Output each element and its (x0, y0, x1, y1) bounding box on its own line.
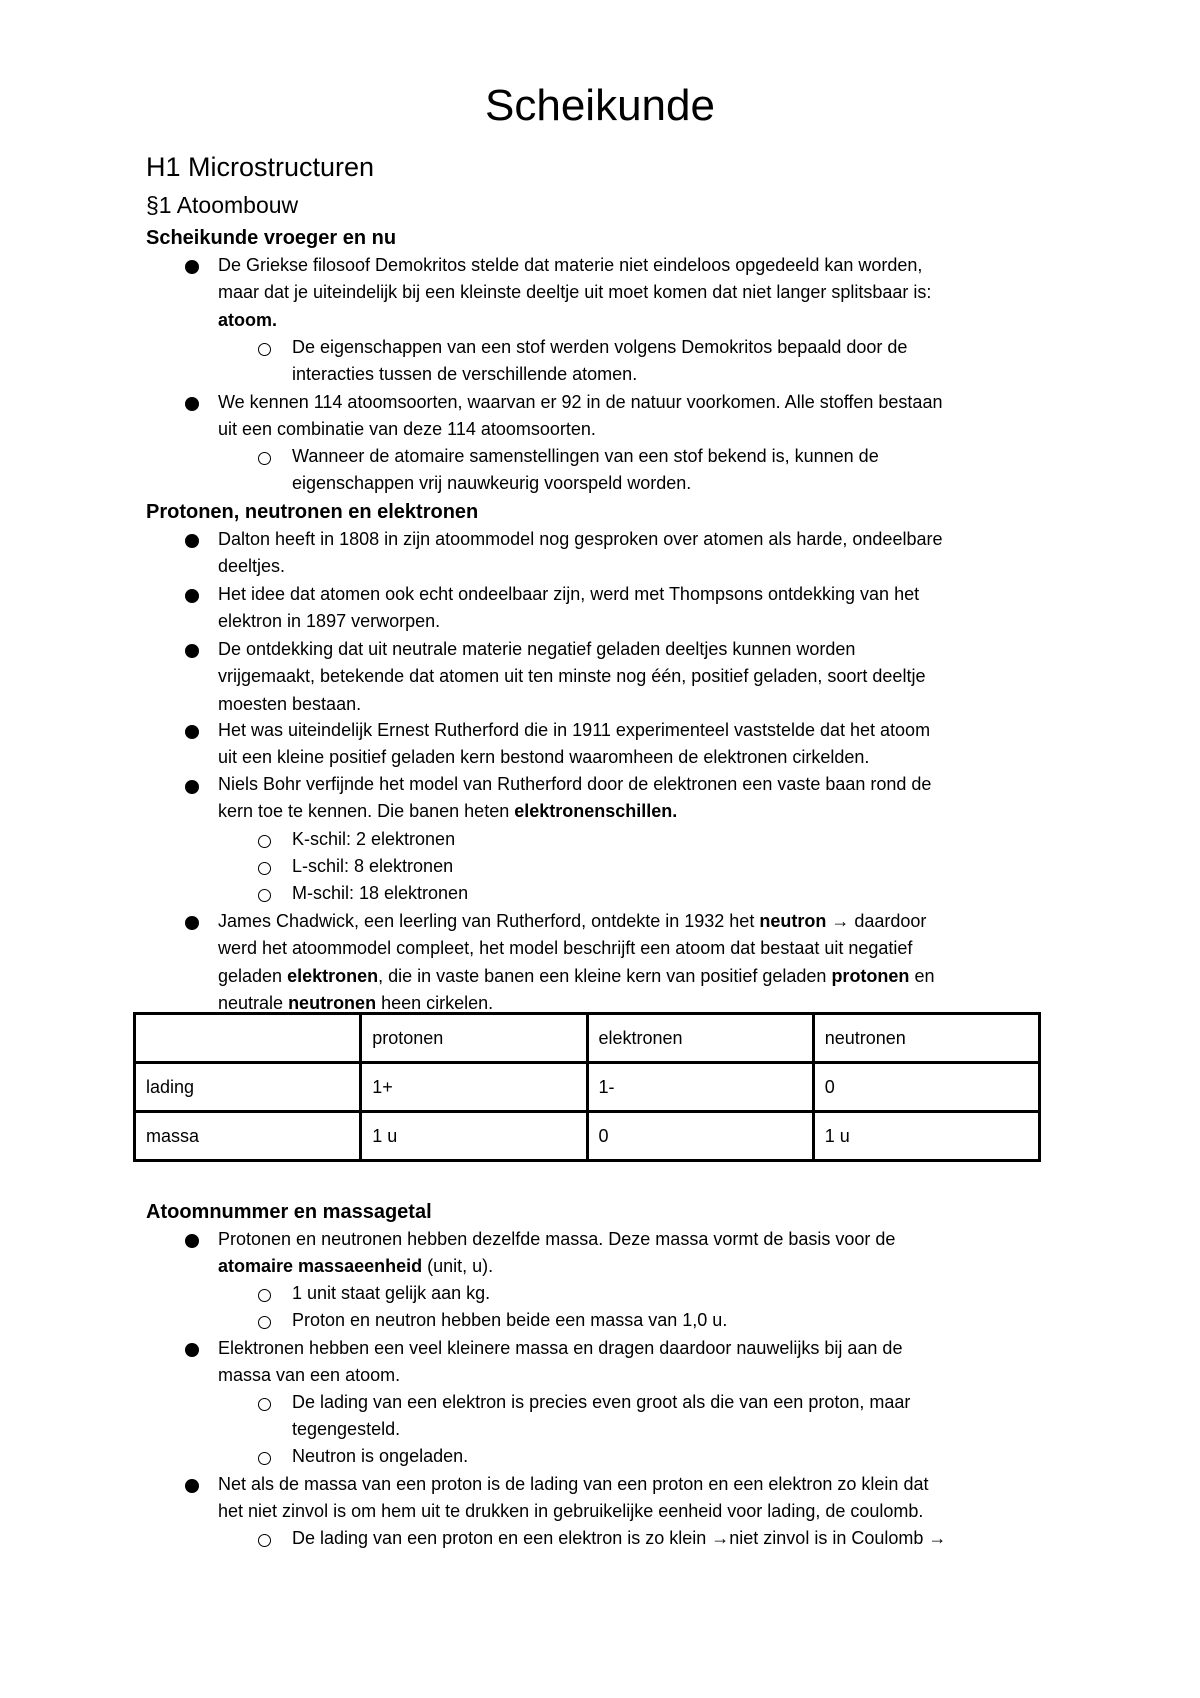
text-line: Protonen en neutronen hebben dezelfde massa. Deze massa vormt de basis voor de (218, 1229, 896, 1249)
bullet-circle (258, 343, 271, 356)
list-item: Neutron is ongeladen. (292, 1446, 469, 1466)
table-header-cell: elektronen (587, 1014, 813, 1063)
text-line: werd het atoommodel compleet, het model beschrijft een atoom dat bestaat uit negatief (218, 938, 913, 959)
term-protonen: protonen (831, 965, 910, 986)
table-row (135, 1112, 1040, 1161)
list-item (292, 334, 1032, 389)
bullet-circle (258, 889, 271, 902)
bullet-circle (258, 1316, 271, 1329)
table-cell: 1 u (813, 1112, 1039, 1161)
text-line: eigenschappen vrij nauwkeurig voorspeld worden. (292, 473, 692, 494)
bullet-dot (185, 1343, 199, 1357)
bullet-dot (185, 644, 199, 658)
list-item (218, 908, 1053, 1017)
text-line: vrijgemaakt, betekende dat atomen uit ten minste nog één, positief geladen, soort deeltje (218, 666, 926, 687)
text-line: Dalton heeft in 1808 in zijn atoommodel nog gesproken over atomen als harde, ondeelbare (218, 529, 943, 549)
subheading-atomic-number: Atoomnummer en massagetal (146, 1201, 432, 1223)
text-run: (unit, u). (422, 1256, 494, 1277)
text-line: uit een kleine positief geladen kern bestond waaromheen de elektronen cirkelden. (218, 747, 870, 768)
punctuation: . (672, 801, 678, 822)
text-run: en (909, 965, 935, 986)
list-item: De lading van een proton en een elektron is zo klein →niet zinvol is in Coulomb → (292, 1528, 947, 1548)
bullet-dot (185, 1479, 199, 1493)
table-header-cell: neutronen (813, 1014, 1039, 1063)
section-heading: §1 Atoombouw (146, 192, 299, 218)
table-cell: massa (135, 1112, 361, 1161)
bullet-circle (258, 1452, 271, 1465)
text-line (218, 798, 1053, 825)
list-item-shell: K-schil: 2 elektronen (292, 829, 456, 849)
list-item-shell: L-schil: 8 elektronen (292, 856, 454, 876)
bullet-circle (258, 1398, 271, 1411)
list-item (218, 1335, 1053, 1390)
text-run: , die in vaste banen een kleine kern van positief geladen (378, 965, 832, 986)
text-line: De lading van een elektron is precies even groot als die van een proton, maar (292, 1392, 911, 1412)
text-line: uit een combinatie van deze 114 atoomsoorten. (218, 419, 596, 440)
table-header-row (135, 1014, 1040, 1063)
text-line: maar dat je uiteindelijk bij een kleinste deeltje uit moet komen dat niet langer splitsbaar is: (218, 282, 932, 303)
text-line: Het idee dat atomen ook echt ondeelbaar zijn, werd met Thompsons ontdekking van het (218, 584, 920, 604)
list-item (218, 771, 1053, 826)
term-elektronenschillen: elektronenschillen (514, 801, 673, 822)
text-line: elektron in 1897 verworpen. (218, 611, 441, 632)
text-line: De Griekse filosoof Demokritos stelde dat materie niet eindeloos opgedeeld kan worden, (218, 255, 923, 275)
list-item (218, 581, 1053, 636)
text-run: → daardoor (826, 911, 927, 931)
bullet-dot (185, 916, 199, 930)
list-item (218, 526, 1053, 581)
text-line: Niels Bohr verfijnde het model van Rutherford door de elektronen een vaste baan rond de (218, 774, 932, 794)
list-item (292, 1389, 1032, 1444)
list-item (218, 389, 1053, 444)
text-line: deeltjes. (218, 556, 286, 577)
text-line: Net als de massa van een proton is de lading van een proton en een elektron zo klein dat (218, 1474, 929, 1494)
particle-properties-table (133, 1012, 1041, 1162)
table-cell: lading (135, 1063, 361, 1112)
text-line: Wanneer de atomaire samenstellingen van een stof bekend is, kunnen de (292, 446, 879, 466)
text-line: moesten bestaan. (218, 693, 362, 714)
term-atomaire-massaeenheid: atomaire massaeenheid (218, 1256, 423, 1277)
table-header-cell: protonen (361, 1014, 587, 1063)
text-line: Het was uiteindelijk Ernest Rutherford die in 1911 experimenteel vaststelde dat het atoom (218, 720, 931, 740)
list-item (218, 1226, 1053, 1281)
list-item (218, 252, 1053, 334)
punctuation: . (272, 309, 278, 330)
list-item: 1 unit staat gelijk aan kg. (292, 1283, 491, 1303)
subheading-particles: Protonen, neutronen en elektronen (146, 501, 479, 523)
bullet-dot (185, 260, 199, 274)
bullet-dot (185, 397, 199, 411)
table-cell: 0 (813, 1063, 1039, 1112)
list-item-shell: M-schil: 18 elektronen (292, 883, 469, 903)
table-cell: 1- (587, 1063, 813, 1112)
term-neutronen: neutronen (288, 992, 377, 1013)
list-item (218, 636, 1053, 718)
term-elektronen: elektronen (287, 965, 379, 986)
bullet-dot (185, 725, 199, 739)
text-line: De ontdekking dat uit neutrale materie negatief geladen deeltjes kunnen worden (218, 639, 856, 659)
text-line (218, 908, 1053, 935)
bullet-circle (258, 452, 271, 465)
list-item: Proton en neutron hebben beide een massa van 1,0 u. (292, 1310, 728, 1330)
table-cell: 1 u (361, 1112, 587, 1161)
chapter-heading: H1 Microstructuren (146, 152, 375, 182)
text-run: heen cirkelen. (376, 992, 494, 1013)
text-run: geladen (218, 965, 288, 986)
text-line: interacties tussen de verschillende atomen. (292, 364, 638, 385)
bullet-circle (258, 862, 271, 875)
text-line (218, 963, 1053, 990)
list-item (292, 443, 1032, 498)
text-line (218, 307, 1053, 334)
text-line: We kennen 114 atoomsoorten, waarvan er 92 in de natuur voorkomen. Alle stoffen bestaan (218, 392, 943, 412)
table-cell: 1+ (361, 1063, 587, 1112)
bullet-circle (258, 1534, 271, 1547)
text-line: massa van een atoom. (218, 1365, 401, 1386)
bullet-dot (185, 780, 199, 794)
text-line: het niet zinvol is om hem uit te drukken in gebruikelijke eenheid voor lading, de coulomb. (218, 1501, 924, 1522)
list-item (218, 717, 1053, 772)
term-neutron: neutron (759, 911, 827, 931)
text-run: neutrale (218, 992, 289, 1013)
table-row (135, 1063, 1040, 1112)
bullet-dot (185, 534, 199, 548)
text-line: De eigenschappen van een stof werden volgens Demokritos bepaald door de (292, 337, 908, 357)
table-cell: 0 (587, 1112, 813, 1161)
bullet-dot (185, 1234, 199, 1248)
text-line (218, 1253, 1053, 1280)
text-run: kern toe te kennen. Die banen heten (218, 801, 515, 822)
document-title: Scheikunde (485, 81, 715, 130)
text-run: James Chadwick, een leerling van Rutherford, ontdekte in 1932 het (218, 911, 760, 931)
bullet-dot (185, 589, 199, 603)
bullet-circle (258, 1289, 271, 1302)
term-atoom: atoom (218, 309, 272, 330)
subheading-history: Scheikunde vroeger en nu (146, 227, 397, 249)
list-item (218, 1471, 1053, 1526)
bullet-circle (258, 835, 271, 848)
text-line: Elektronen hebben een veel kleinere massa en dragen daardoor nauwelijks bij aan de (218, 1338, 903, 1358)
text-line: tegengesteld. (292, 1419, 401, 1440)
table-cell (135, 1014, 361, 1063)
